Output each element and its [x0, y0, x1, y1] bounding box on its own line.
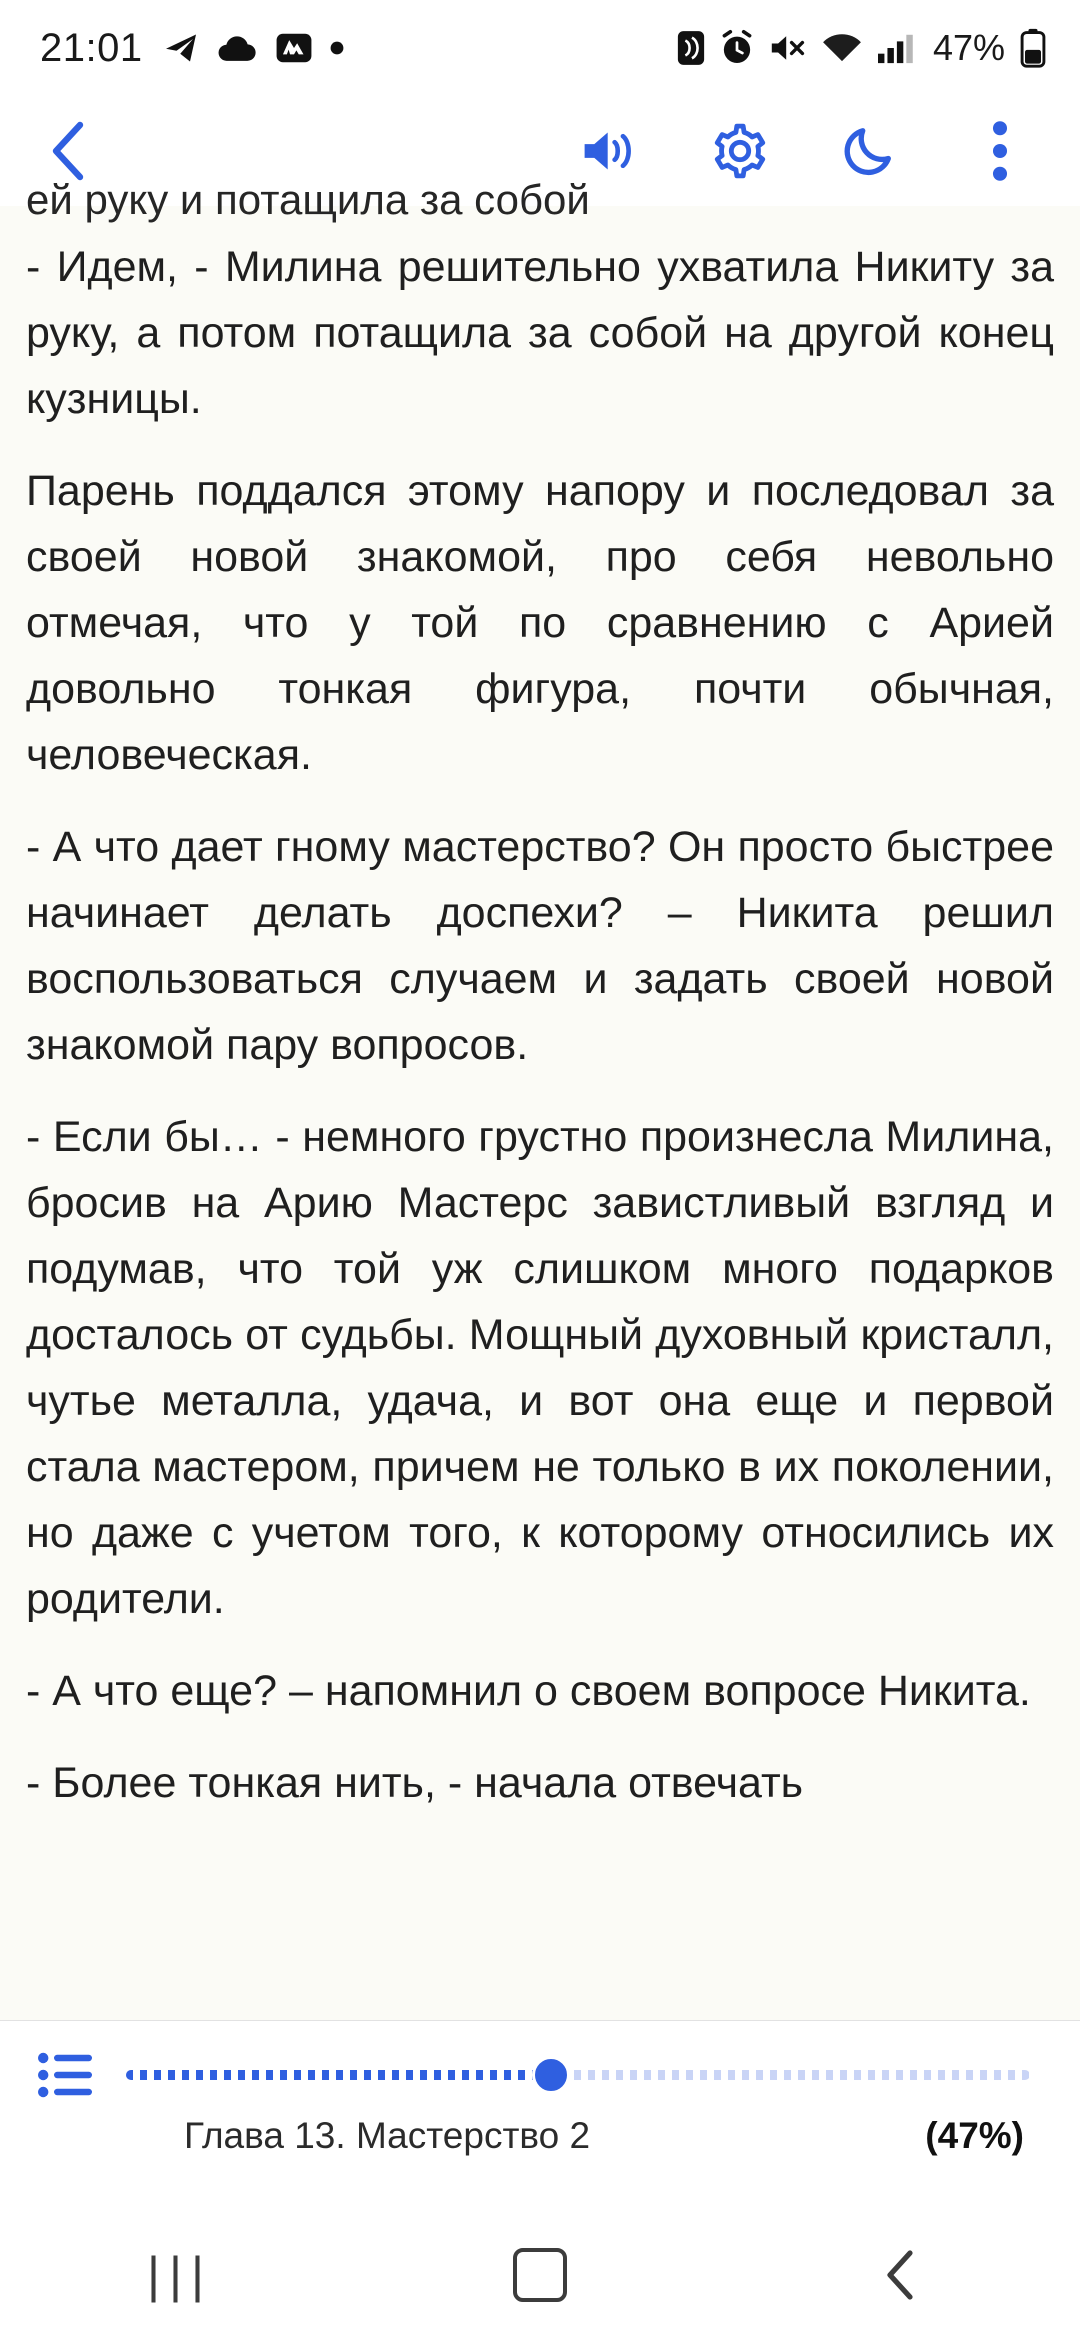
progress-percent-label: (47%) [925, 2115, 1024, 2156]
overflow-menu-icon [990, 120, 1010, 182]
more-options-button[interactable] [970, 121, 1030, 181]
signal-icon [876, 31, 914, 65]
moon-icon [843, 123, 897, 179]
wifi-icon [821, 31, 863, 65]
telegram-icon [161, 30, 201, 66]
battery-percent-label: 47% [932, 27, 1005, 68]
back-arrow-icon [46, 119, 90, 183]
status-clock: 21:01 [40, 25, 143, 70]
table-of-contents-button[interactable] [34, 2052, 98, 2098]
clipped-text: ей руку и потащила за собой [26, 176, 590, 223]
clipped-previous-line [26, 176, 1054, 234]
recents-icon: ||| [147, 2247, 213, 2303]
paragraph: - А что еще? – напомнил о своем вопросе Никита. [26, 1667, 1031, 1715]
alarm-icon [719, 29, 755, 67]
status-bar [0, 0, 1080, 96]
cloud-icon [215, 31, 259, 65]
gear-icon [711, 122, 769, 180]
home-icon [513, 2248, 567, 2302]
nav-back-icon [880, 2247, 920, 2303]
settings-button[interactable] [710, 121, 770, 181]
nav-back-button[interactable] [810, 2220, 990, 2330]
status-bar-left [40, 26, 345, 71]
paragraph: - А что дает гному мастерство? Он просто быстрее начинает делать доспехи? – Никита решил воспользоваться случаем и задать своей новой знакомой пару вопросов. [26, 823, 1054, 1069]
reader-bottom-bar [0, 2020, 1080, 2210]
text-to-speech-button[interactable] [580, 121, 640, 181]
music-app-icon [273, 29, 315, 67]
paragraph: - Идем, - Милина решительно ухватила Никиту за руку, а потом потащила за собой на другой конец кузницы. [26, 243, 1054, 423]
paragraph: - Более тонкая нить, - начала отвечать [26, 1759, 804, 1807]
battery-icon [1020, 28, 1046, 68]
reader-content[interactable] [0, 176, 1080, 2020]
speaker-icon [580, 124, 640, 178]
progress-labels [34, 2115, 1046, 2157]
chapter-label: Глава 13. Мастерство 2 [184, 2115, 591, 2156]
toolbar-actions [580, 121, 1044, 181]
nav-recents-button[interactable] [90, 2220, 270, 2330]
system-navigation-bar [0, 2210, 1080, 2340]
status-bar-right [676, 27, 1046, 69]
nfc-icon [676, 29, 706, 67]
slider-thumb[interactable] [532, 2056, 570, 2094]
reading-progress-slider[interactable] [126, 2055, 1030, 2095]
list-icon [38, 2052, 94, 2098]
back-button[interactable] [46, 119, 126, 183]
slider-fill [126, 2070, 551, 2080]
nav-home-button[interactable] [450, 2220, 630, 2330]
paragraph: - Если бы… - немного грустно произнесла Милина, бросив на Арию Мастерс завистливый взгляд и подумав, что той уж слишком много подарков досталось от судьбы. Мощный духовный кристалл, чутье металла, удача, и вот она еще и первой стала мастером, причем не только в их поколении, но даже с учетом того, к которому относились их родители. [26, 1113, 1054, 1623]
mute-icon [768, 30, 808, 66]
dot-icon [329, 40, 345, 56]
paragraph: Парень поддался этому напору и последовал за своей новой знакомой, про себя невольно отмечая, что у той по сравнению с Арией довольно тонкая фигура, почти обычная, человеческая. [26, 467, 1054, 779]
night-mode-button[interactable] [840, 121, 900, 181]
progress-row [34, 2021, 1046, 2129]
status-notification-icons [161, 29, 345, 67]
